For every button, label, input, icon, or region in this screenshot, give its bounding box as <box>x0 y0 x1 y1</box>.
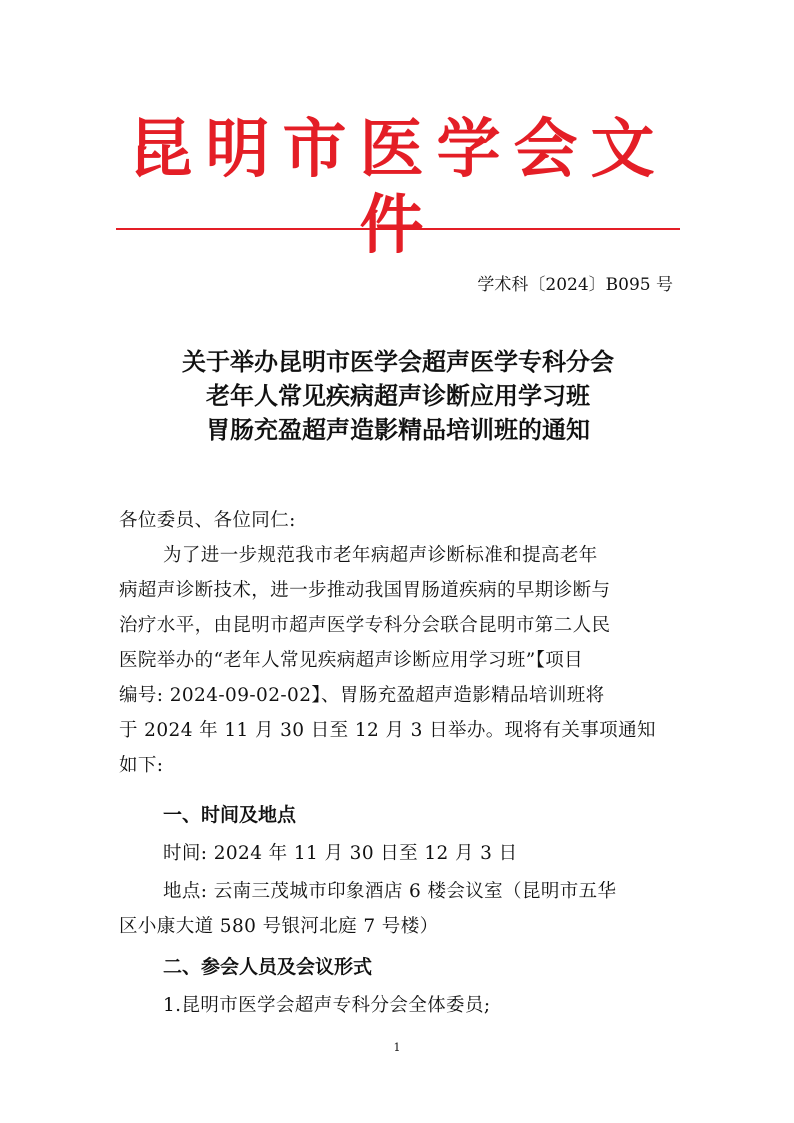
salutation: 各位委员、各位同仁: <box>119 510 296 531</box>
intro-paragraph <box>119 538 681 783</box>
intro-line: 医院举办的“老年人常见疾病超声诊断应用学习班”【项目 <box>119 650 584 671</box>
intro-line: 于 2024 年 11 月 30 日至 12 月 3 日举办。现将有关事项通知 <box>119 720 656 741</box>
location-line: 地点: 云南三茂城市印象酒店 6 楼会议室（昆明市五华 <box>163 881 617 902</box>
header-red-divider <box>116 228 680 230</box>
section-1-heading: 一、时间及地点 <box>163 804 297 826</box>
meeting-time: 时间: 2024 年 11 月 30 日至 12 月 3 日 <box>163 843 518 864</box>
meeting-location <box>119 874 681 944</box>
location-line: 区小康大道 580 号银河北庭 7 号楼） <box>119 916 439 937</box>
page-number: 1 <box>393 1041 401 1054</box>
document-number: 学术科〔2024〕B095 号 <box>477 275 673 295</box>
notice-title <box>116 345 680 447</box>
attendee-item-1: 1.昆明市医学会超声专科分会全体委员; <box>163 995 491 1016</box>
title-line-2: 老年人常见疾病超声诊断应用学习班 <box>206 382 590 410</box>
intro-line: 病超声诊断技术，进一步推动我国胃肠道疾病的早期诊断与 <box>119 580 611 601</box>
section-2-heading: 二、参会人员及会议形式 <box>163 956 373 978</box>
intro-line: 如下: <box>119 755 164 776</box>
title-line-1: 关于举办昆明市医学会超声医学专科分会 <box>182 348 614 376</box>
intro-line: 编号: 2024-09-02-02】、胃肠充盈超声造影精品培训班将 <box>119 685 605 706</box>
intro-line: 为了进一步规范我市老年病超声诊断标准和提高老年 <box>163 545 598 566</box>
document-header-title: 昆明市医学会文件 <box>128 113 668 263</box>
title-line-3: 胃肠充盈超声造影精品培训班的通知 <box>206 416 590 444</box>
intro-line: 治疗水平，由昆明市超声医学专科分会联合昆明市第二人民 <box>119 615 611 636</box>
